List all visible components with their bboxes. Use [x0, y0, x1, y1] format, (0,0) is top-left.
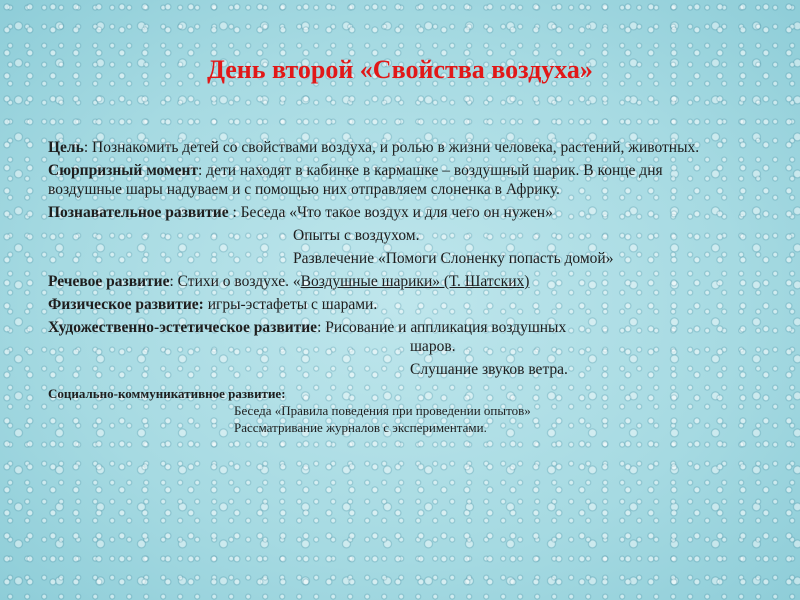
social-item: Рассматривание журналов с экспериментами. — [234, 420, 487, 435]
cognitive-item: Развлечение «Помоги Слоненку попасть домой» — [293, 250, 614, 267]
cognitive-text: : Беседа «Что такое воздух и для чего он нужен» — [228, 204, 553, 221]
physical-paragraph — [48, 295, 738, 314]
goal-text: : Познакомить детей со свойствами воздуха, и ролью в жизни человека, растений, животных. — [83, 139, 700, 156]
cognitive-item: Опыты с воздухом. — [293, 227, 420, 244]
speech-link[interactable]: Воздушные шарики» (Т. Шатских) — [300, 273, 530, 290]
artistic-text: : Рисование и аппликация воздушных — [317, 319, 567, 336]
cognitive-paragraph — [48, 203, 738, 222]
speech-label: Речевое развитие — [48, 273, 170, 290]
surprise-text: : дети находят в кабинке в кармашке – воздушный шарик. В конце дня воздушные шары надуваем и с помощью них отправляем слоненка в Африку. — [48, 162, 663, 198]
surprise-label: Сюрпризный момент — [48, 162, 198, 179]
physical-label: Физическое развитие: — [48, 296, 204, 313]
artistic-item: Слушание звуков ветра. — [410, 361, 568, 378]
goal-paragraph — [48, 138, 738, 157]
social-item: Беседа «Правила поведения при проведении опытов» — [234, 403, 531, 418]
slide-content — [48, 138, 738, 436]
cognitive-label: Познавательное развитие — [48, 204, 229, 221]
artistic-paragraph — [48, 318, 738, 337]
social-label: Социально-коммуникативное развитие: — [48, 386, 286, 401]
speech-text: : Стихи о воздухе. « — [169, 273, 301, 290]
slide-title: День второй «Свойства воздуха» — [207, 55, 593, 84]
physical-text: игры-эстафеты с шарами. — [203, 296, 378, 313]
goal-label: Цель — [48, 139, 84, 156]
surprise-paragraph — [48, 161, 738, 199]
artistic-text-cont: шаров. — [410, 338, 456, 355]
speech-paragraph — [48, 272, 738, 291]
artistic-label: Художественно-эстетическое развитие — [48, 319, 318, 336]
